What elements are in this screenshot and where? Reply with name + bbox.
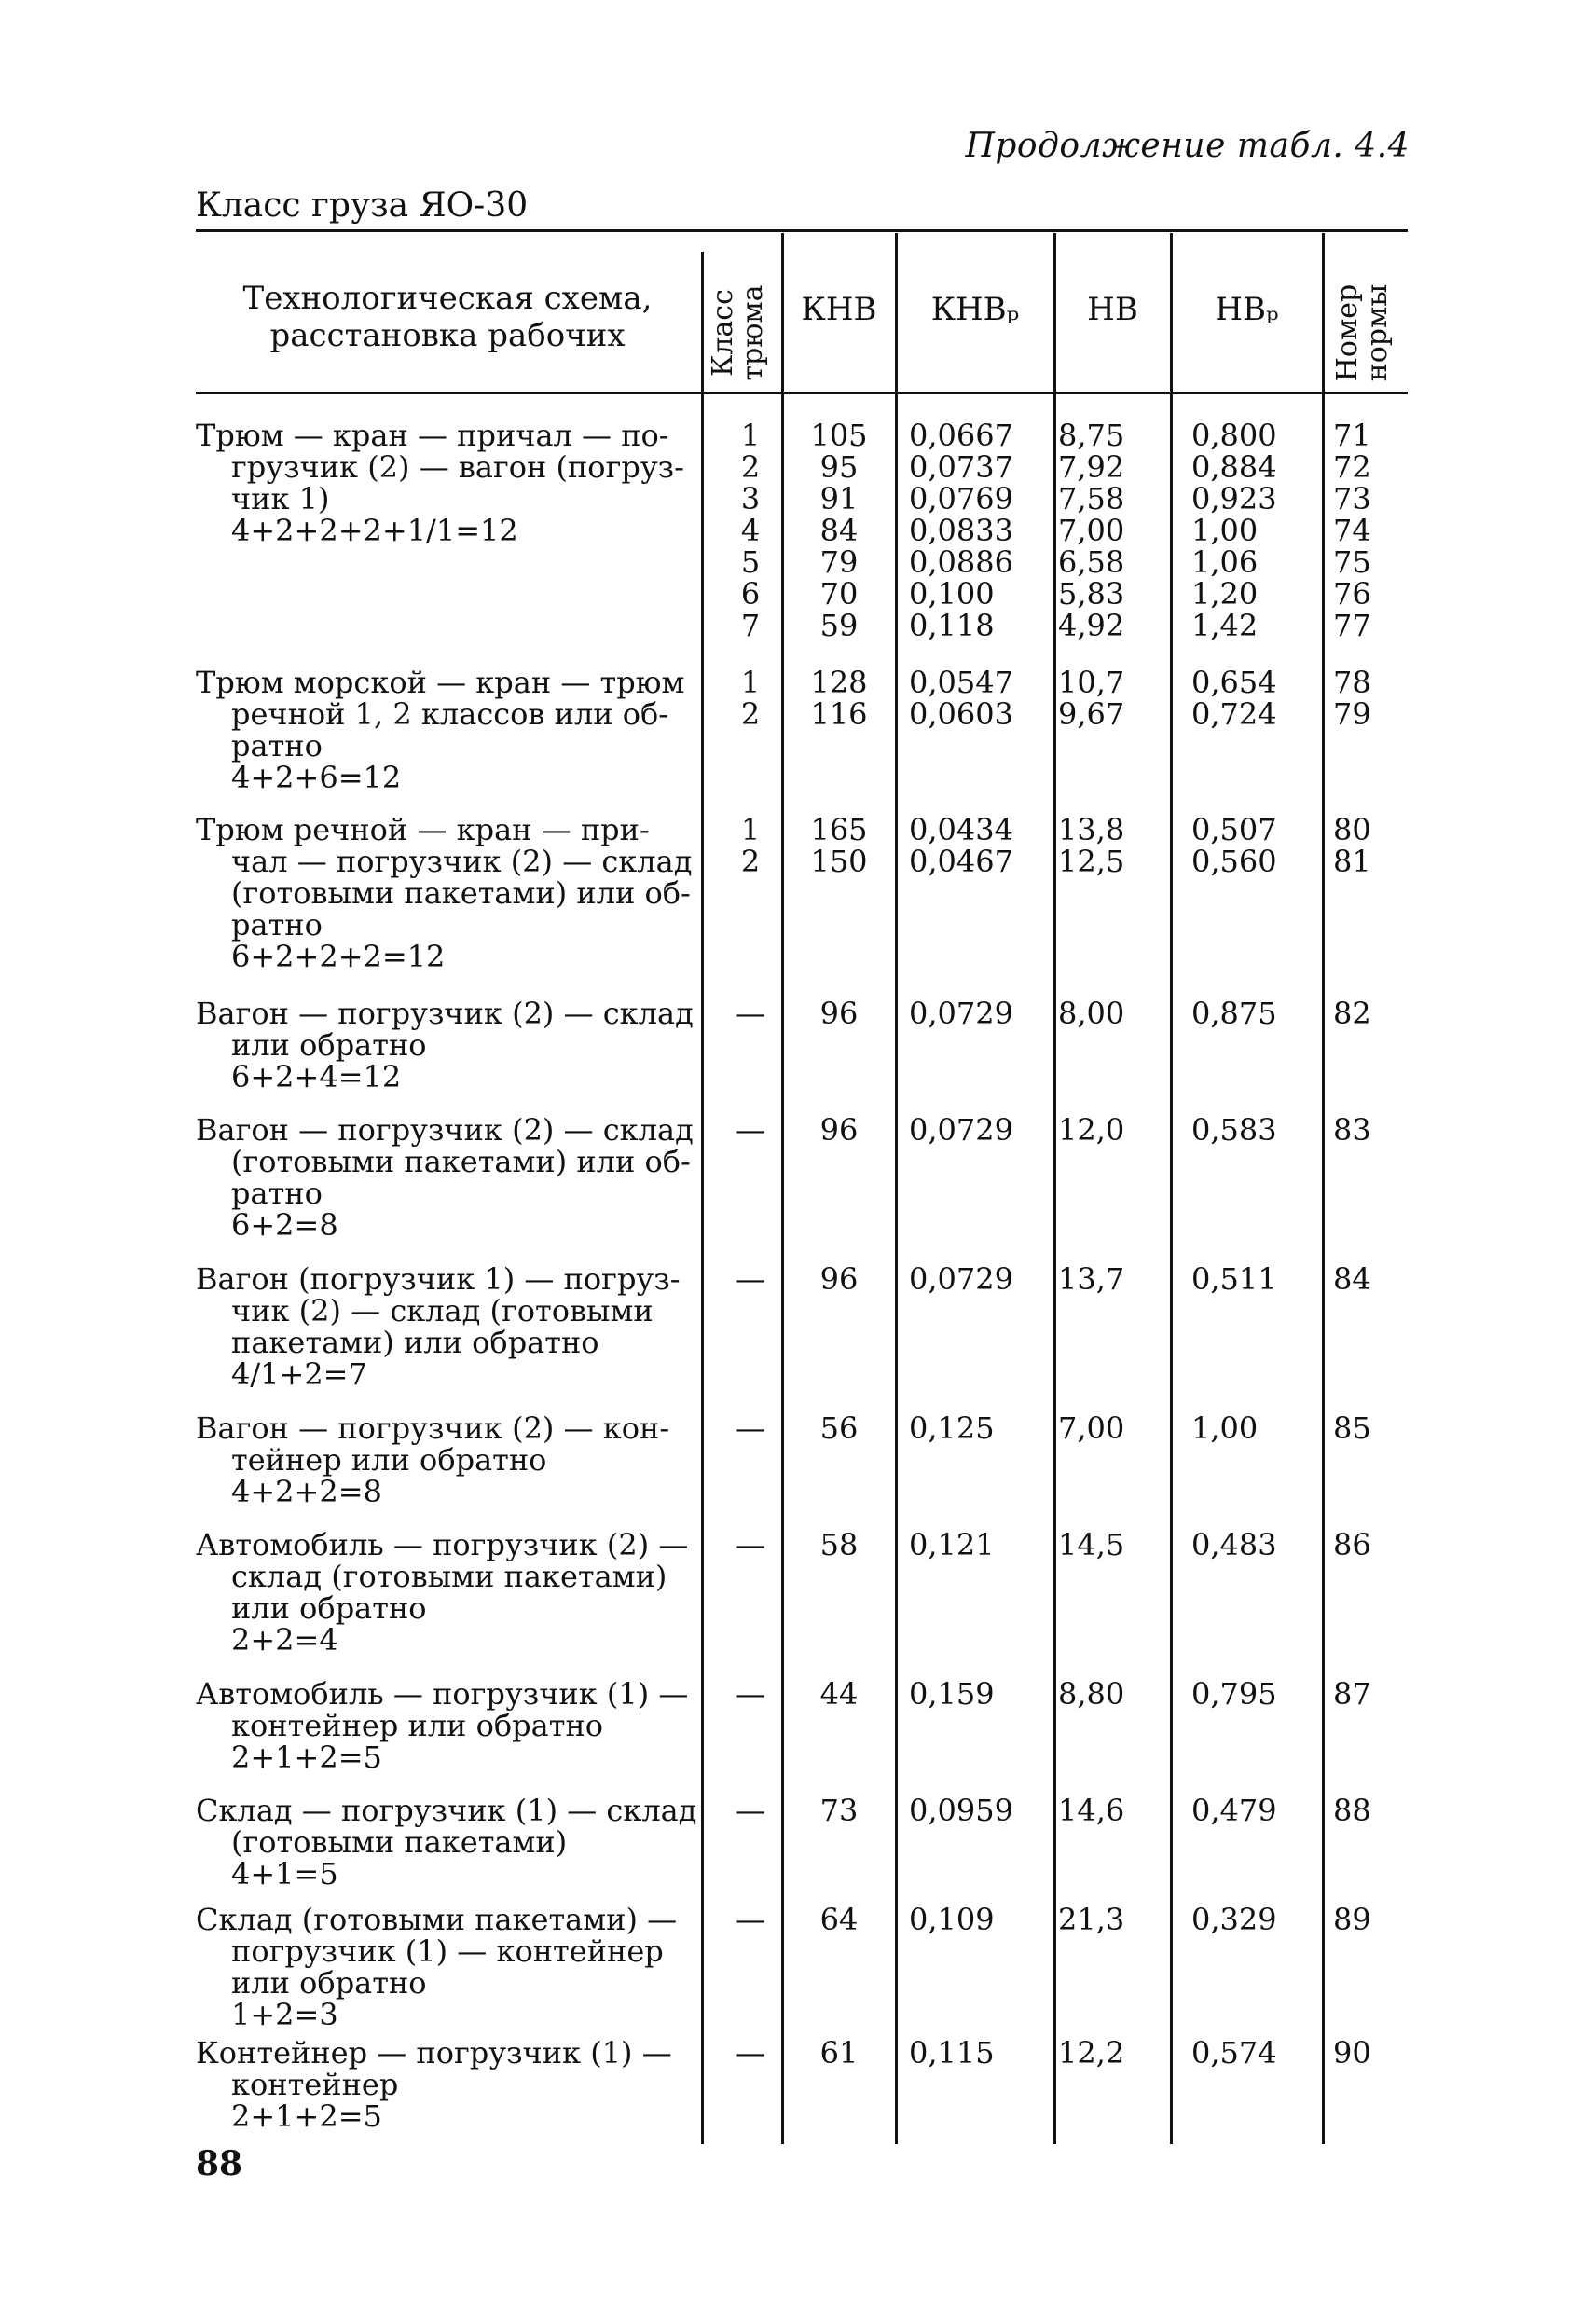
row-knvr: 0,0667 0,0737 0,0769 0,0833 0,0886 0,100 0,118 (909, 418, 1013, 643)
column-divider (1322, 233, 1325, 2144)
row-norm-number: 86 (1333, 1527, 1371, 1562)
row-knv: 128 116 (810, 665, 868, 732)
row-knv: 61 (819, 2035, 859, 2070)
row-knv: 58 (819, 1527, 859, 1562)
row-norm-number: 71 72 73 74 75 76 77 (1333, 418, 1371, 643)
row-scheme: Склад — погрузчик (1) — склад (готовыми пакетами) 4+1=5 (196, 1793, 697, 1891)
row-norm-number: 87 (1333, 1676, 1371, 1712)
row-nvr: 0,483 (1191, 1527, 1277, 1562)
row-knv: 165 150 (810, 812, 868, 879)
header-norm-number: Номер нормы (1331, 283, 1394, 382)
row-hold-class: — (736, 2035, 765, 2070)
row-scheme: Контейнер — погрузчик (1) — контейнер 2+1+2=5 (196, 2035, 672, 2134)
row-nv: 21,3 (1058, 1902, 1125, 1937)
row-hold-class: 1 2 (740, 812, 761, 879)
row-nvr: 0,507 0,560 (1191, 812, 1277, 879)
row-knvr: 0,0547 0,0603 (909, 665, 1013, 732)
row-knv: 44 (819, 1676, 859, 1712)
header-hold-class: Класс трюма (707, 284, 769, 381)
row-knvr: 0,159 (909, 1676, 995, 1712)
row-knvr: 0,125 (909, 1410, 995, 1446)
header-nvr: НВₚ (1215, 291, 1279, 328)
row-scheme: Вагон — погрузчик (2) — кон- тейнер или обратно 4+2+2=8 (196, 1410, 670, 1509)
header-scheme: Технологическая схема, расстановка рабочих (242, 280, 653, 354)
row-nv: 8,75 7,92 7,58 7,00 6,58 5,83 4,92 (1058, 418, 1125, 643)
row-nvr: 0,875 (1191, 996, 1277, 1031)
row-knvr: 0,0434 0,0467 (909, 812, 1013, 879)
row-nv: 13,8 12,5 (1058, 812, 1125, 879)
row-hold-class: — (736, 1527, 765, 1562)
row-scheme: Автомобиль — погрузчик (1) — контейнер или обратно 2+1+2=5 (196, 1676, 689, 1775)
column-divider (1053, 233, 1056, 2144)
row-knvr: 0,0959 (909, 1793, 1013, 1828)
table-top-rule (196, 229, 1408, 232)
row-knvr: 0,0729 (909, 1112, 1013, 1148)
row-nvr: 0,329 (1191, 1902, 1277, 1937)
row-knv: 96 (819, 996, 859, 1031)
row-knvr: 0,121 (909, 1527, 995, 1562)
row-norm-number: 90 (1333, 2035, 1371, 2070)
column-divider (1170, 233, 1173, 2144)
row-nv: 12,0 (1058, 1112, 1125, 1148)
column-divider (895, 233, 898, 2144)
page-number: 88 (196, 2144, 243, 2183)
row-norm-number: 83 (1333, 1112, 1371, 1148)
row-knv: 96 (819, 1261, 859, 1297)
row-scheme: Склад (готовыми пакетами) — погрузчик (1) — контейнер или обратно 1+2=3 (196, 1902, 678, 2032)
row-knvr: 0,0729 (909, 996, 1013, 1031)
row-hold-class: — (736, 1902, 765, 1937)
row-knv: 64 (819, 1902, 859, 1937)
row-nvr: 1,00 (1191, 1410, 1259, 1446)
row-nvr: 0,511 (1191, 1261, 1277, 1297)
row-scheme: Трюм — кран — причал — по- грузчик (2) — вагон (погруз- чик 1) 4+2+2+2+1/1=12 (196, 418, 684, 548)
row-hold-class: — (736, 1676, 765, 1712)
row-hold-class: — (736, 1410, 765, 1446)
row-nvr: 0,800 0,884 0,923 1,00 1,06 1,20 1,42 (1191, 418, 1277, 643)
row-hold-class: — (736, 1261, 765, 1297)
column-divider (781, 233, 784, 2144)
row-hold-class: 1 2 (740, 665, 761, 732)
row-scheme: Трюм морской — кран — трюм речной 1, 2 классов или об- ратно 4+2+6=12 (196, 665, 685, 795)
row-hold-class: 1 2 3 4 5 6 7 (740, 418, 761, 643)
row-norm-number: 88 (1333, 1793, 1371, 1828)
row-nv: 14,5 (1058, 1527, 1125, 1562)
row-knv: 73 (819, 1793, 859, 1828)
row-nvr: 0,583 (1191, 1112, 1277, 1148)
header-nv: НВ (1087, 291, 1138, 328)
row-norm-number: 89 (1333, 1902, 1371, 1937)
row-norm-number: 85 (1333, 1410, 1371, 1446)
row-scheme: Автомобиль — погрузчик (2) — склад (готовыми пакетами) или обратно 2+2=4 (196, 1527, 689, 1658)
row-scheme: Вагон — погрузчик (2) — склад (готовыми пакетами) или об- ратно 6+2=8 (196, 1112, 694, 1243)
table-header-rule (196, 392, 1408, 394)
row-nv: 13,7 (1058, 1261, 1125, 1297)
row-scheme: Трюм речной — кран — при- чал — погрузчик (2) — склад (готовыми пакетами) или об- ратно 6+2+2+2=12 (196, 812, 693, 974)
row-norm-number: 78 79 (1333, 665, 1371, 732)
row-scheme: Вагон — погрузчик (2) — склад или обратно 6+2+4=12 (196, 996, 694, 1094)
header-knv: КНВ (801, 291, 877, 328)
row-norm-number: 84 (1333, 1261, 1371, 1297)
header-knvr: КНВₚ (930, 291, 1020, 328)
row-knv: 105 95 91 84 79 70 59 (810, 418, 868, 643)
row-nvr: 0,479 (1191, 1793, 1277, 1828)
row-hold-class: — (736, 996, 765, 1031)
row-hold-class: — (736, 1112, 765, 1148)
row-scheme: Вагон (погрузчик 1) — погруз- чик (2) — склад (готовыми пакетами) или обратно 4/1+2=7 (196, 1261, 681, 1392)
row-nv: 8,00 (1058, 996, 1125, 1031)
row-hold-class: — (736, 1793, 765, 1828)
row-knv: 56 (819, 1410, 859, 1446)
row-knv: 96 (819, 1112, 859, 1148)
row-knvr: 0,109 (909, 1902, 995, 1937)
row-nv: 7,00 (1058, 1410, 1125, 1446)
row-norm-number: 80 81 (1333, 812, 1371, 879)
row-norm-number: 82 (1333, 996, 1371, 1031)
column-divider (701, 252, 704, 2144)
row-nvr: 0,574 (1191, 2035, 1277, 2070)
cargo-class-label: Класс груза ЯО-30 (196, 186, 529, 225)
row-nvr: 0,654 0,724 (1191, 665, 1277, 732)
row-knvr: 0,115 (909, 2035, 995, 2070)
row-nv: 12,2 (1058, 2035, 1125, 2070)
row-knvr: 0,0729 (909, 1261, 1013, 1297)
row-nv: 8,80 (1058, 1676, 1125, 1712)
table-continuation-title: Продолжение табл. 4.4 (965, 127, 1410, 165)
row-nvr: 0,795 (1191, 1676, 1277, 1712)
row-nv: 14,6 (1058, 1793, 1125, 1828)
row-nv: 10,7 9,67 (1058, 665, 1125, 732)
